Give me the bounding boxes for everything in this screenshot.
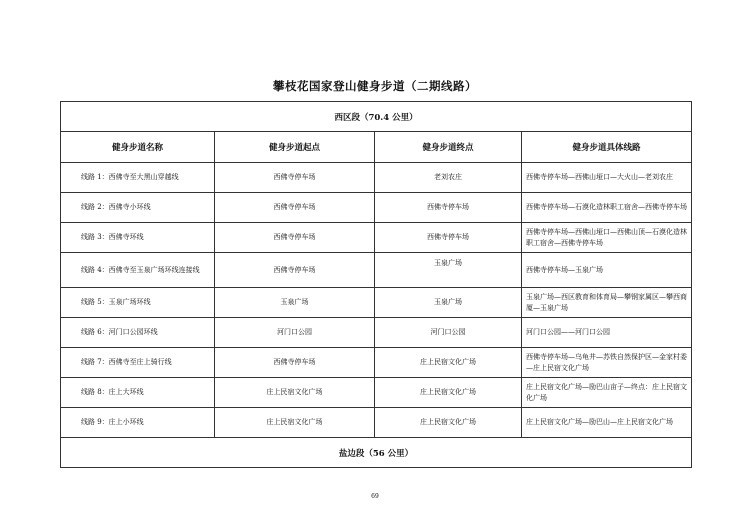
route-start: 西佛寺停车场 <box>215 348 375 378</box>
route-detail: 西佛寺停车场—西佛山垭口—大火山—老刘农庄 <box>522 163 692 193</box>
route-detail: 河门口公园——河门口公园 <box>522 318 692 348</box>
route-name: 线路 4：西佛寺至玉泉广场环线连接线 <box>61 253 215 288</box>
section-title-yanbian: 盐边段（56 公里） <box>61 438 692 468</box>
route-detail: 西佛寺停车场—西佛山垭口—西佛山顶—石漠化造林职工宿舍—西佛寺停车场 <box>522 223 692 253</box>
route-end: 庄上民宿文化广场 <box>375 348 522 378</box>
route-detail: 玉泉广场—西区教育和体育局—攀钢家属区—攀西商厦—玉泉广场 <box>522 288 692 318</box>
table-row <box>61 193 692 223</box>
route-detail: 庄上民宿文化广场—励巴山—庄上民宿文化广场 <box>522 408 692 438</box>
header-name: 健身步道名称 <box>61 132 215 163</box>
route-table <box>60 101 692 468</box>
route-name: 线路 1：西佛寺至大黑山穿越线 <box>61 163 215 193</box>
route-name: 线路 5：玉泉广场环线 <box>61 288 215 318</box>
route-detail: 庄上民宿文化广场—励巴山亩子—终点：庄上民宿文化广场 <box>522 378 692 408</box>
route-name: 线路 8：庄上大环线 <box>61 378 215 408</box>
route-end: 西佛寺停车场 <box>375 223 522 253</box>
header-start: 健身步道起点 <box>215 132 375 163</box>
route-name: 线路 9：庄上小环线 <box>61 408 215 438</box>
table-row <box>61 253 692 288</box>
route-detail: 西佛寺停车场—石漠化造林职工宿舍—西佛寺停车场 <box>522 193 692 223</box>
route-end: 河门口公园 <box>375 318 522 348</box>
route-end: 玉泉广场 <box>375 253 522 288</box>
route-name: 线路 6：河门口公园环线 <box>61 318 215 348</box>
route-end: 庄上民宿文化广场 <box>375 408 522 438</box>
route-start: 庄上民宿文化广场 <box>215 378 375 408</box>
table-header-row <box>61 132 692 163</box>
route-detail: 西佛寺停车场—玉泉广场 <box>522 253 692 288</box>
route-end: 玉泉广场 <box>375 288 522 318</box>
route-name: 线路 2：西佛寺小环线 <box>61 193 215 223</box>
table-row <box>61 318 692 348</box>
route-name: 线路 7：西佛寺至庄上骑行线 <box>61 348 215 378</box>
route-start: 庄上民宿文化广场 <box>215 408 375 438</box>
header-detail: 健身步道具体线路 <box>522 132 692 163</box>
table-row <box>61 378 692 408</box>
route-end: 庄上民宿文化广场 <box>375 378 522 408</box>
route-name: 线路 3：西佛寺环线 <box>61 223 215 253</box>
route-end: 老刘农庄 <box>375 163 522 193</box>
route-start: 西佛寺停车场 <box>215 253 375 288</box>
section-row-yanbian <box>61 438 692 468</box>
table-row <box>61 163 692 193</box>
section-row-west <box>61 102 692 132</box>
route-start: 西佛寺停车场 <box>215 193 375 223</box>
route-start: 玉泉广场 <box>215 288 375 318</box>
table-row <box>61 408 692 438</box>
table-row <box>61 223 692 253</box>
route-start: 西佛寺停车场 <box>215 163 375 193</box>
route-detail: 西佛寺停车场—乌龟井—苏铁自然保护区—金家村委—庄上民宿文化广场 <box>522 348 692 378</box>
route-start: 西佛寺停车场 <box>215 223 375 253</box>
document-title: 攀枝花国家登山健身步道（二期线路） <box>273 79 477 93</box>
route-start: 河门口公园 <box>215 318 375 348</box>
page-number: 69 <box>371 493 379 500</box>
table-row <box>61 348 692 378</box>
section-title-west: 西区段（70.4 公里） <box>61 102 692 132</box>
route-end: 西佛寺停车场 <box>375 193 522 223</box>
header-end: 健身步道终点 <box>375 132 522 163</box>
table-row <box>61 288 692 318</box>
